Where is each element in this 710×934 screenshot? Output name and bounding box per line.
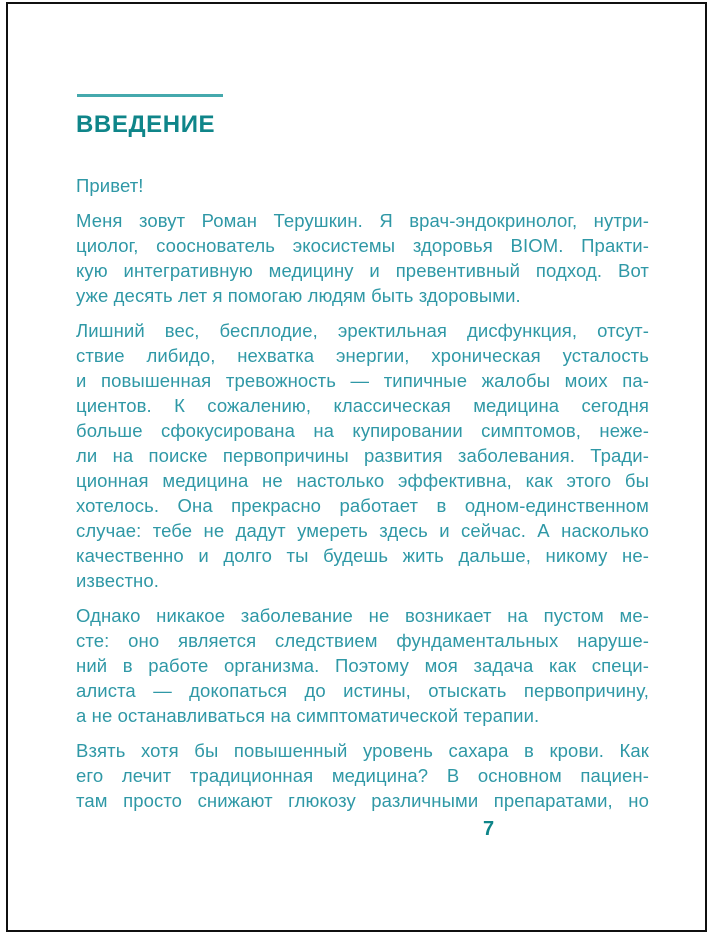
text-line: ли на поиске первопричины развития заболевания. Тради- bbox=[76, 445, 649, 466]
text-line: уже десять лет я помогаю людям быть здоровыми. bbox=[76, 285, 521, 306]
text-line: Лишний вес, бесплодие, эректильная дисфункция, отсут- bbox=[76, 320, 649, 341]
page-number: 7 bbox=[483, 818, 495, 840]
paragraph bbox=[76, 318, 649, 593]
text-line: хотелось. Она прекрасно работает в одном-единственном bbox=[76, 495, 649, 516]
text-line: Меня зовут Роман Терушкин. Я врач-эндокринолог, нутри- bbox=[76, 210, 649, 231]
text-line: больше сфокусирована на купировании симптомов, неже- bbox=[76, 420, 649, 441]
text-line: Однако никакое заболевание не возникает на пустом ме- bbox=[76, 605, 649, 626]
text-line: циентов. К сожалению, классическая медицина сегодня bbox=[76, 395, 649, 416]
section-rule bbox=[77, 94, 223, 97]
text-line: качественно и долго ты будешь жить дальше, никому не- bbox=[76, 545, 649, 566]
text-line: случае: тебе не дадут умереть здесь и сейчас. А насколько bbox=[76, 520, 649, 541]
text-line: кую интегративную медицину и превентивный подход. Вот bbox=[76, 260, 649, 281]
text-line: там просто снижают глюкозу различными препаратами, но bbox=[76, 790, 649, 811]
text-line: ционная медицина не настолько эффективна, как этого бы bbox=[76, 470, 649, 491]
text-line: его лечит традиционная медицина? В основном пациен- bbox=[76, 765, 649, 786]
body-text bbox=[76, 173, 649, 813]
text-line: сте: оно является следствием фундаментальных наруше- bbox=[76, 630, 649, 651]
text-line: Взять хотя бы повышенный уровень сахара в крови. Как bbox=[76, 740, 649, 761]
text-line: ний в работе организма. Поэтому моя задача как специ- bbox=[76, 655, 649, 676]
page-title: ВВЕДЕНИЕ bbox=[76, 111, 216, 138]
text-line: Привет! bbox=[76, 175, 144, 196]
text-line: алиста — докопаться до истины, отыскать первопричину, bbox=[76, 680, 649, 701]
text-line: а не останавливаться на симптоматической терапии. bbox=[76, 705, 540, 726]
page-content bbox=[76, 94, 649, 823]
paragraph bbox=[76, 208, 649, 308]
text-line: ствие либидо, нехватка энергии, хроническая усталость bbox=[76, 345, 649, 366]
paragraph bbox=[76, 173, 649, 198]
paragraph bbox=[76, 738, 649, 813]
text-line: циолог, сооснователь экосистемы здоровья BIOM. Практи- bbox=[76, 235, 649, 256]
text-line: и повышенная тревожность — типичные жалобы моих па- bbox=[76, 370, 649, 391]
text-line: известно. bbox=[76, 570, 159, 591]
paragraph bbox=[76, 603, 649, 728]
